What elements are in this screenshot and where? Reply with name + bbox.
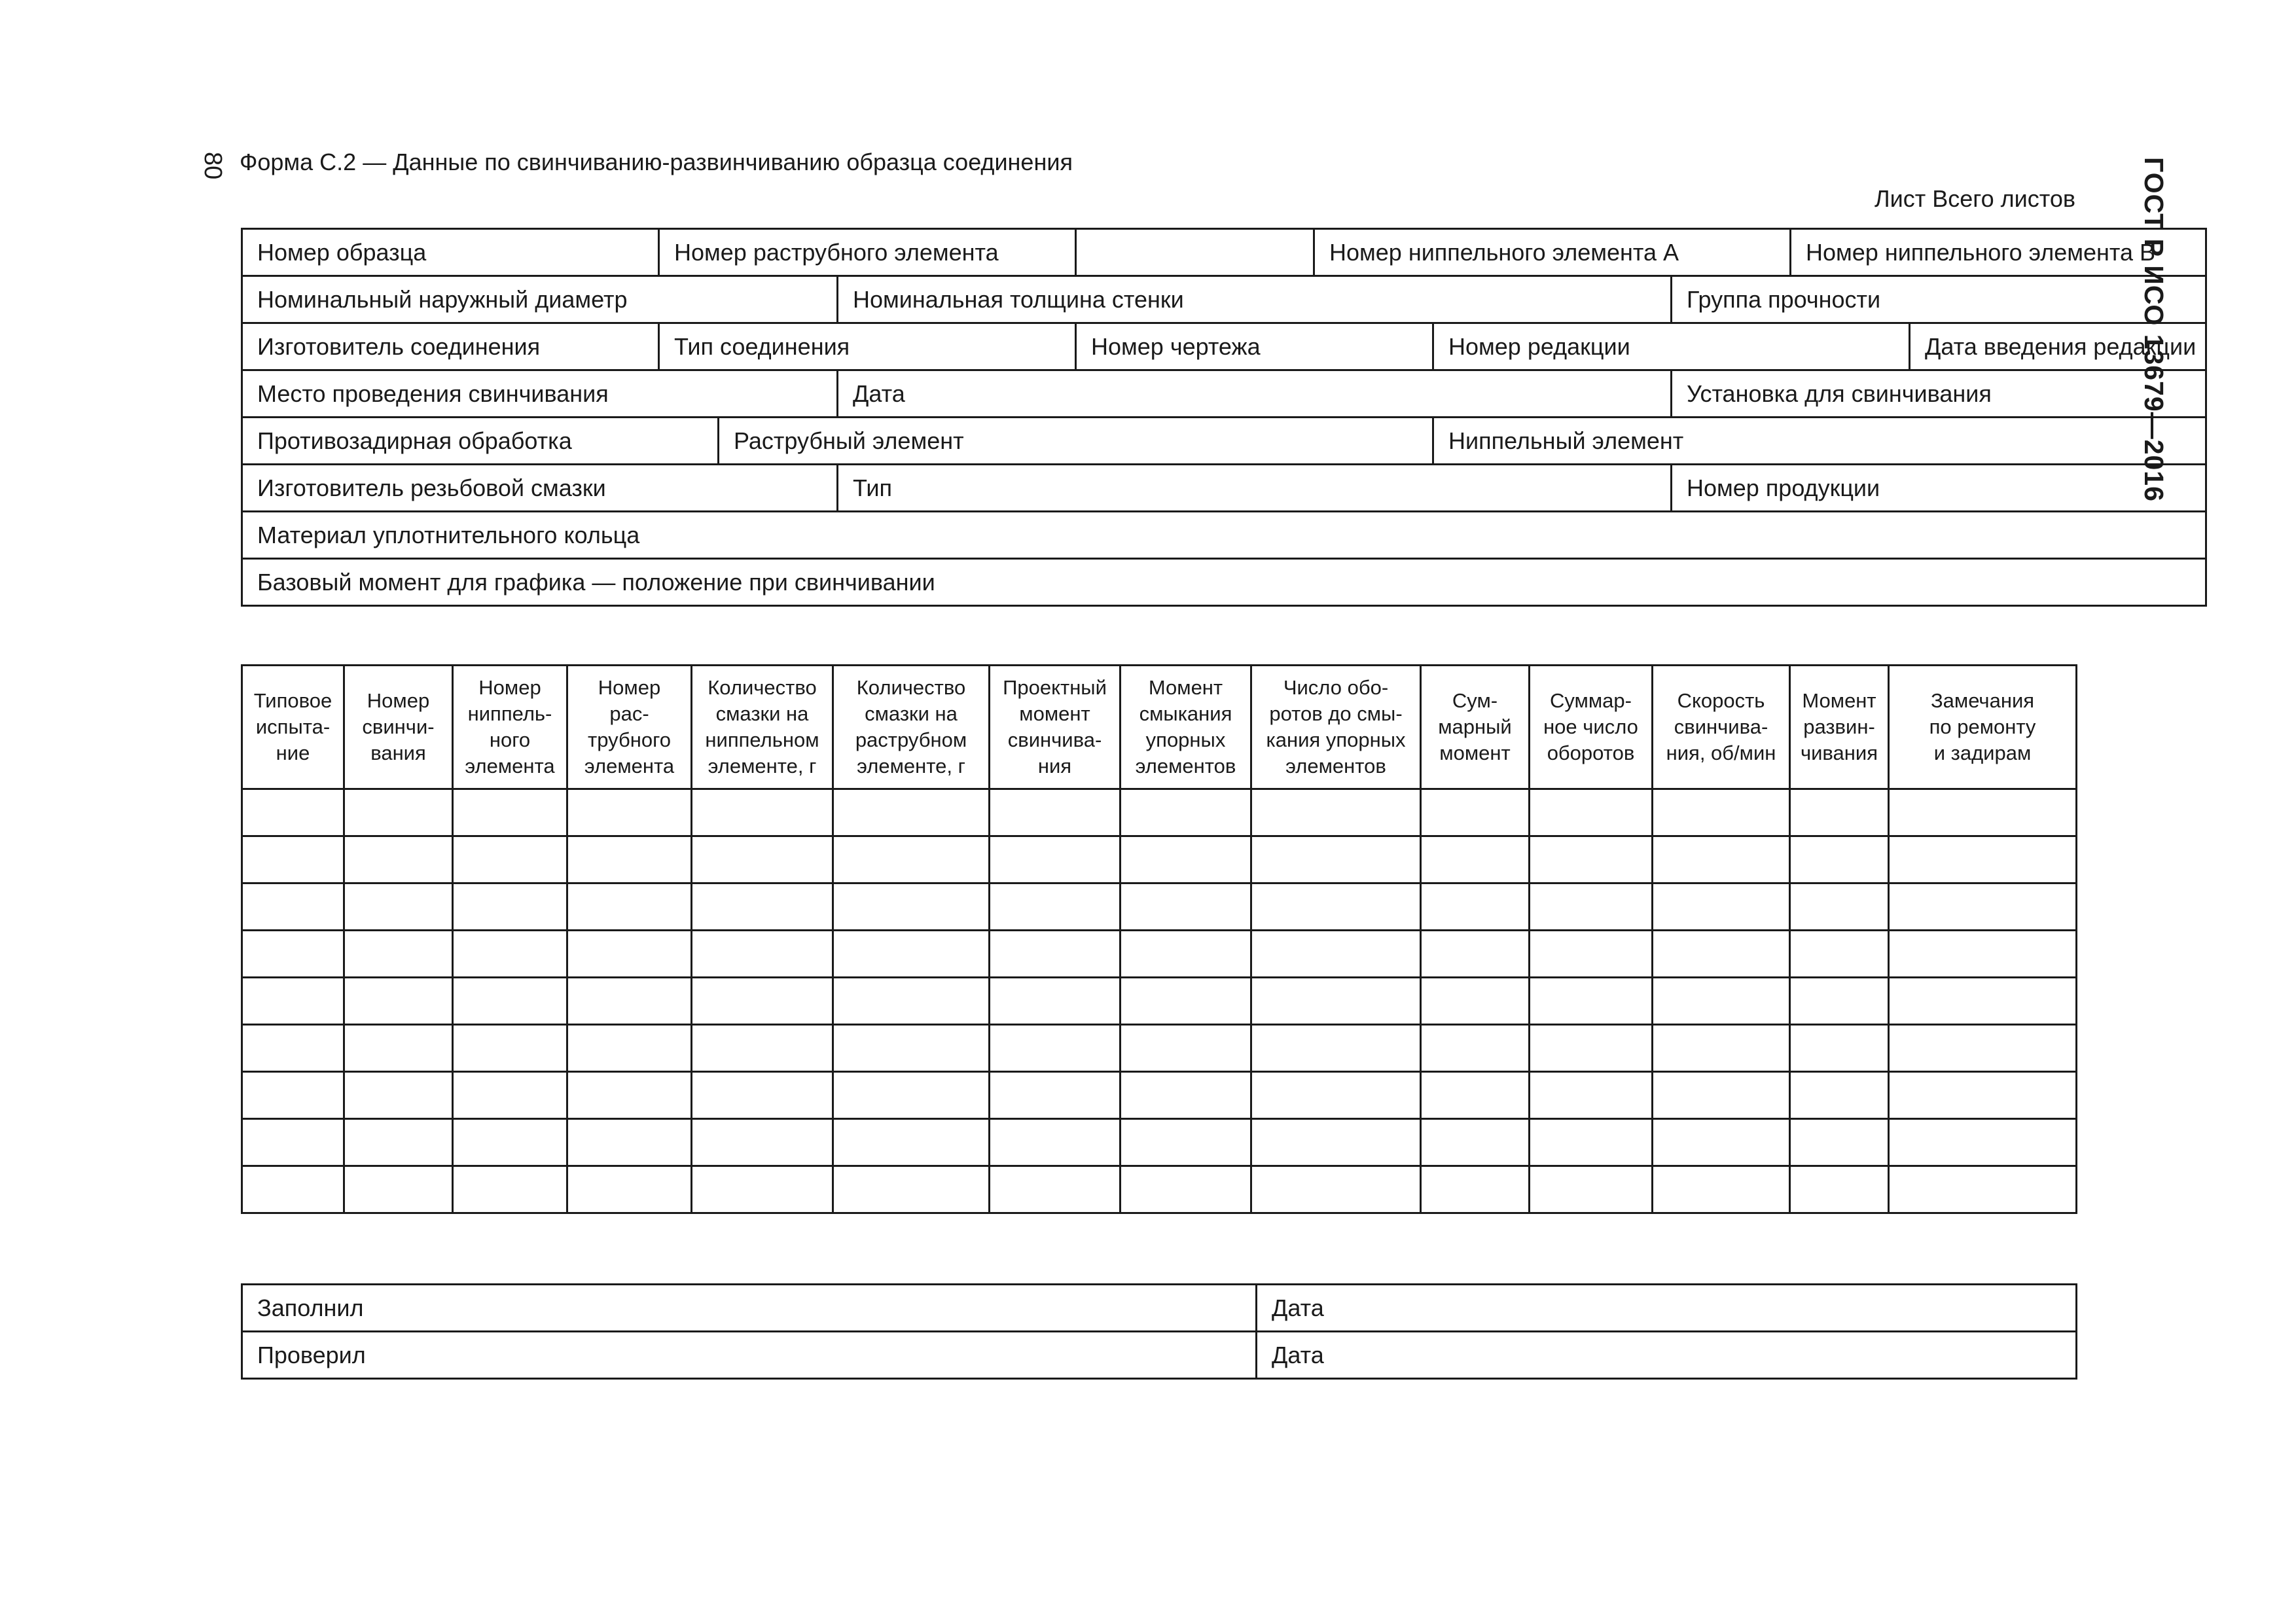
- table-cell[interactable]: [1421, 1119, 1530, 1166]
- column-header: [453, 666, 567, 789]
- header-row-6: [242, 465, 2206, 512]
- table-cell[interactable]: [1790, 1119, 1889, 1166]
- column-header-text: Проектный момент свинчива- ния: [1003, 676, 1107, 777]
- column-header: [1421, 666, 1530, 789]
- column-header: [692, 666, 833, 789]
- column-header: [567, 666, 692, 789]
- table-cell[interactable]: [1889, 1025, 2077, 1072]
- filled-date-label: Дата: [1257, 1285, 2077, 1332]
- specimen-number-label: Номер образца: [242, 229, 659, 276]
- table-cell[interactable]: [990, 883, 1121, 931]
- table-cell[interactable]: [1530, 1166, 1653, 1213]
- table-cell[interactable]: [1653, 1025, 1790, 1072]
- table-row: [242, 1166, 2077, 1213]
- table-row: [242, 836, 2077, 883]
- column-header: [990, 666, 1121, 789]
- column-header: [242, 666, 344, 789]
- table-cell[interactable]: [1889, 883, 2077, 931]
- table-cell[interactable]: [1530, 978, 1653, 1025]
- table-cell[interactable]: [1653, 836, 1790, 883]
- header-row-5: [242, 418, 2206, 465]
- table-cell[interactable]: [1421, 978, 1530, 1025]
- table-cell[interactable]: [1251, 978, 1421, 1025]
- table-cell[interactable]: [1790, 836, 1889, 883]
- table-cell[interactable]: [453, 883, 567, 931]
- table-cell[interactable]: [1653, 1166, 1790, 1213]
- table-cell[interactable]: [990, 1119, 1121, 1166]
- column-header-text: Скорость свинчива- ния, об/мин: [1666, 689, 1776, 764]
- reference-torque-label: Базовый момент для графика — положение при свинчивании: [242, 559, 2206, 606]
- seal-ring-material-label: Материал уплотнительного кольца: [242, 512, 2206, 559]
- column-header-text: Номер ниппель- ного элемента: [465, 676, 555, 777]
- strength-group-label: Группа прочности: [1672, 276, 2206, 323]
- column-header: [344, 666, 453, 789]
- column-header: [1251, 666, 1421, 789]
- signoff-row-checked: [242, 1332, 2077, 1379]
- column-header-text: Номер свинчи- вания: [362, 689, 435, 764]
- table-cell[interactable]: [990, 1025, 1121, 1072]
- table-cell[interactable]: [1251, 1025, 1421, 1072]
- table-cell[interactable]: [1790, 789, 1889, 836]
- table-cell[interactable]: [1653, 1119, 1790, 1166]
- table-cell[interactable]: [1121, 789, 1251, 836]
- sheet-count-line: Лист Всего листов: [1874, 185, 2075, 212]
- column-header: [1121, 666, 1251, 789]
- table-cell[interactable]: [833, 1166, 990, 1213]
- table-cell[interactable]: [344, 978, 453, 1025]
- column-header-text: Типовое испыта- ние: [253, 689, 332, 764]
- nominal-od-label: Номинальный наружный диаметр: [242, 276, 838, 323]
- header-row-4: [242, 370, 2206, 418]
- table-cell[interactable]: [1421, 836, 1530, 883]
- table-cell[interactable]: [1251, 836, 1421, 883]
- table-cell[interactable]: [344, 931, 453, 978]
- table-cell[interactable]: [453, 1025, 567, 1072]
- table-cell[interactable]: [990, 1072, 1121, 1119]
- column-header: [833, 666, 990, 789]
- makeup-date-label: Дата: [838, 370, 1672, 418]
- table-cell[interactable]: [242, 1119, 344, 1166]
- table-cell[interactable]: [692, 931, 833, 978]
- table-row: [242, 1119, 2077, 1166]
- table-cell[interactable]: [990, 836, 1121, 883]
- checked-by-label: Проверил: [242, 1332, 1257, 1379]
- header-row-3: [242, 323, 2206, 370]
- checked-date-label: Дата: [1257, 1332, 2077, 1379]
- table-cell[interactable]: [990, 978, 1121, 1025]
- table-cell[interactable]: [1889, 836, 2077, 883]
- column-header-text: Момент смыкания упорных элементов: [1135, 676, 1236, 777]
- table-cell[interactable]: [692, 978, 833, 1025]
- table-cell[interactable]: [567, 1166, 692, 1213]
- table-header-row: [242, 666, 2077, 789]
- page-number: 80: [199, 152, 226, 180]
- table-cell[interactable]: [1251, 789, 1421, 836]
- table-cell[interactable]: [453, 836, 567, 883]
- table-cell[interactable]: [833, 931, 990, 978]
- table-cell[interactable]: [990, 1166, 1121, 1213]
- table-cell[interactable]: [1653, 978, 1790, 1025]
- connection-manufacturer-label: Изготовитель соединения: [242, 323, 659, 370]
- column-header-text: Суммар- ное число оборотов: [1543, 689, 1638, 764]
- table-cell[interactable]: [1421, 1072, 1530, 1119]
- table-cell[interactable]: [242, 931, 344, 978]
- table-row: [242, 1072, 2077, 1119]
- table-cell[interactable]: [1121, 931, 1251, 978]
- table-cell[interactable]: [1530, 883, 1653, 931]
- table-cell[interactable]: [1530, 1072, 1653, 1119]
- pin-element-a-number-label: Номер ниппельного элемента А: [1314, 229, 1791, 276]
- header-row-1: [242, 229, 2206, 276]
- table-cell[interactable]: [1790, 1166, 1889, 1213]
- table-cell[interactable]: [567, 836, 692, 883]
- table-cell[interactable]: [692, 1072, 833, 1119]
- table-cell[interactable]: [453, 931, 567, 978]
- column-header: [1790, 666, 1889, 789]
- revision-number-label: Номер редакции: [1433, 323, 1910, 370]
- table-cell[interactable]: [1790, 931, 1889, 978]
- table-cell[interactable]: [1421, 931, 1530, 978]
- table-cell[interactable]: [833, 1025, 990, 1072]
- table-cell[interactable]: [567, 789, 692, 836]
- table-cell[interactable]: [344, 1166, 453, 1213]
- table-cell[interactable]: [1889, 978, 2077, 1025]
- table-cell[interactable]: [1653, 883, 1790, 931]
- table-cell[interactable]: [1889, 931, 2077, 978]
- column-header-text: Номер рас- трубного элемента: [584, 676, 675, 777]
- table-body: [242, 789, 2077, 1213]
- table-cell[interactable]: [1889, 1072, 2077, 1119]
- header-row-8: [242, 559, 2206, 606]
- table-cell[interactable]: [1530, 836, 1653, 883]
- table-cell[interactable]: [1653, 1072, 1790, 1119]
- table-cell[interactable]: [692, 836, 833, 883]
- table-cell[interactable]: [453, 978, 567, 1025]
- table-row: [242, 931, 2077, 978]
- header-row-7: [242, 512, 2206, 559]
- table-cell[interactable]: [833, 836, 990, 883]
- table-cell[interactable]: [692, 789, 833, 836]
- column-header-text: Количество смазки на раструбном элементе, г: [855, 676, 967, 777]
- column-header-text: Замечания по ремонту и задирам: [1929, 689, 2036, 764]
- table-cell[interactable]: [453, 1119, 567, 1166]
- column-header-text: Число обо- ротов до смы- кания упорных элементов: [1266, 676, 1406, 777]
- standard-code: ГОСТ Р ИСО 13679—2016: [2139, 157, 2169, 502]
- thread-compound-manufacturer-label: Изготовитель резьбовой смазки: [242, 465, 838, 512]
- table-cell[interactable]: [1653, 931, 1790, 978]
- table-cell[interactable]: [242, 1025, 344, 1072]
- table-cell[interactable]: [453, 1166, 567, 1213]
- table-cell[interactable]: [1251, 931, 1421, 978]
- column-header-text: Количество смазки на ниппельном элементе, г: [705, 676, 819, 777]
- table-cell[interactable]: [344, 789, 453, 836]
- header-row-2: [242, 276, 2206, 323]
- drawing-number-label: Номер чертежа: [1076, 323, 1433, 370]
- makeup-rig-label: Установка для свинчивания: [1672, 370, 2206, 418]
- compound-type-label: Тип: [838, 465, 1672, 512]
- table-cell[interactable]: [567, 1072, 692, 1119]
- table-cell[interactable]: [1251, 1072, 1421, 1119]
- table-cell[interactable]: [1121, 978, 1251, 1025]
- table-cell[interactable]: [344, 1072, 453, 1119]
- makeup-location-label: Место проведения свинчивания: [242, 370, 838, 418]
- table-cell[interactable]: [833, 1119, 990, 1166]
- table-cell[interactable]: [692, 1119, 833, 1166]
- table-cell[interactable]: [1790, 978, 1889, 1025]
- specimen-header-table: [241, 228, 2207, 607]
- table-cell[interactable]: [1530, 931, 1653, 978]
- table-cell[interactable]: [242, 1072, 344, 1119]
- connection-type-label: Тип соединения: [659, 323, 1076, 370]
- table-cell[interactable]: [344, 1119, 453, 1166]
- table-cell[interactable]: [833, 789, 990, 836]
- table-cell[interactable]: [1421, 883, 1530, 931]
- table-cell[interactable]: [990, 789, 1121, 836]
- table-cell[interactable]: [833, 978, 990, 1025]
- table-cell[interactable]: [242, 789, 344, 836]
- nominal-wall-label: Номинальная толщина стенки: [838, 276, 1672, 323]
- table-cell[interactable]: [1421, 789, 1530, 836]
- revision-date-label: Дата введения редакции: [1910, 323, 2206, 370]
- column-header: [1653, 666, 1790, 789]
- table-cell[interactable]: [1251, 883, 1421, 931]
- table-cell[interactable]: [567, 978, 692, 1025]
- table-cell[interactable]: [242, 836, 344, 883]
- table-cell[interactable]: [1121, 1119, 1251, 1166]
- table-cell[interactable]: [1121, 1166, 1251, 1213]
- column-header-text: Момент развин- чивания: [1800, 689, 1878, 764]
- table-cell[interactable]: [453, 789, 567, 836]
- table-row: [242, 978, 2077, 1025]
- table-cell[interactable]: [1530, 789, 1653, 836]
- pin-element-label: Ниппельный элемент: [1433, 418, 2206, 465]
- table-cell[interactable]: [567, 1025, 692, 1072]
- table-cell[interactable]: [242, 883, 344, 931]
- table-cell[interactable]: [692, 1025, 833, 1072]
- table-cell[interactable]: [1790, 883, 1889, 931]
- table-cell[interactable]: [453, 1072, 567, 1119]
- table-cell[interactable]: [1121, 1025, 1251, 1072]
- table-row: [242, 1025, 2077, 1072]
- column-header-text: Сум- марный момент: [1438, 689, 1512, 764]
- table-cell[interactable]: [1530, 1119, 1653, 1166]
- table-cell[interactable]: [1121, 1072, 1251, 1119]
- table-cell[interactable]: [1530, 1025, 1653, 1072]
- box-element-number-label: Номер раструбного элемента: [659, 229, 1076, 276]
- table-cell[interactable]: [990, 931, 1121, 978]
- table-cell[interactable]: [1121, 836, 1251, 883]
- column-header: [1530, 666, 1653, 789]
- box-element-label: Раструбный элемент: [719, 418, 1433, 465]
- table-row: [242, 883, 2077, 931]
- table-cell[interactable]: [1790, 1072, 1889, 1119]
- table-cell[interactable]: [1121, 883, 1251, 931]
- table-cell[interactable]: [1421, 1166, 1530, 1213]
- table-cell[interactable]: [1251, 1119, 1421, 1166]
- table-cell[interactable]: [1653, 789, 1790, 836]
- table-cell[interactable]: [833, 1072, 990, 1119]
- product-number-label: Номер продукции: [1672, 465, 2206, 512]
- table-cell[interactable]: [567, 931, 692, 978]
- signoff-row-filled: [242, 1285, 2077, 1332]
- table-cell[interactable]: [1889, 789, 2077, 836]
- table-cell[interactable]: [567, 883, 692, 931]
- table-cell[interactable]: [344, 836, 453, 883]
- makeup-data-table: [241, 664, 2077, 1214]
- pin-element-b-number-label: Номер ниппельного элемента В: [1791, 229, 2206, 276]
- box-element-number-value[interactable]: [1076, 229, 1314, 276]
- table-cell[interactable]: [344, 1025, 453, 1072]
- table-cell[interactable]: [1421, 1025, 1530, 1072]
- table-cell[interactable]: [692, 883, 833, 931]
- table-cell[interactable]: [833, 883, 990, 931]
- table-cell[interactable]: [1889, 1166, 2077, 1213]
- table-cell[interactable]: [692, 1166, 833, 1213]
- table-row: [242, 789, 2077, 836]
- anti-galling-label: Противозадирная обработка: [242, 418, 719, 465]
- table-cell[interactable]: [1889, 1119, 2077, 1166]
- table-cell[interactable]: [1251, 1166, 1421, 1213]
- column-header: [1889, 666, 2077, 789]
- filled-by-label: Заполнил: [242, 1285, 1257, 1332]
- table-cell[interactable]: [242, 1166, 344, 1213]
- form-title: Форма С.2 — Данные по свинчиванию-развинчиванию образца соединения: [240, 149, 1073, 175]
- table-cell[interactable]: [1790, 1025, 1889, 1072]
- signoff-table: [241, 1283, 2077, 1380]
- table-cell[interactable]: [344, 883, 453, 931]
- table-cell[interactable]: [242, 978, 344, 1025]
- table-cell[interactable]: [567, 1119, 692, 1166]
